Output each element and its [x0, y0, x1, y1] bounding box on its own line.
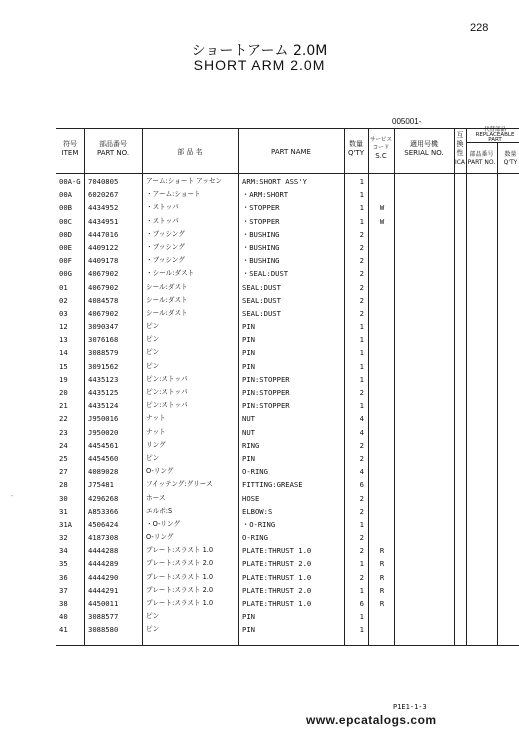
part-name-jp-cell: ピン: [146, 625, 160, 634]
table-row: [56, 188, 519, 201]
qty-cell: 2: [359, 493, 364, 503]
qty-cell: 1: [359, 203, 364, 213]
part-name-cell: ・BUSHING: [242, 256, 280, 266]
table-row: [56, 610, 519, 623]
part-no-cell: 4409122: [88, 242, 119, 252]
part-name-jp-cell: プレート:スラスト 1.0: [146, 546, 214, 555]
part-name-jp-cell: ピン:ストッパ: [146, 388, 188, 396]
table-row: [56, 386, 519, 399]
header-serial: [394, 140, 454, 158]
part-no-cell: 4089028: [88, 467, 119, 477]
item-cell: 30: [59, 493, 68, 503]
item-cell: 22: [59, 414, 68, 424]
part-no-cell: 4434951: [88, 216, 119, 226]
header-item: [56, 140, 84, 158]
part-name-jp-cell: シール:ダスト: [146, 282, 188, 291]
service-code-cell: W: [379, 203, 385, 213]
item-cell: 00C: [59, 216, 72, 226]
part-no-cell: 4067902: [88, 269, 119, 279]
item-cell: 35: [59, 559, 68, 569]
part-no-cell: 4067902: [88, 308, 119, 318]
part-name-jp-cell: ピン: [146, 612, 160, 621]
service-code-cell: R: [379, 572, 385, 582]
part-name-cell: ・BUSHING: [242, 242, 280, 252]
header-repl-qty-jp: 数量: [504, 151, 517, 158]
header-serial-jp: 適用号機: [410, 140, 438, 148]
part-name-jp-cell: ピン:ストッパ: [146, 374, 188, 383]
page-number: 228: [470, 22, 489, 34]
qty-cell: 1: [359, 559, 364, 569]
part-name-cell: PIN:STOPPER: [242, 374, 290, 384]
table-row: [56, 241, 519, 254]
header-serial-en: SERIAL NO.: [404, 149, 444, 157]
item-cell: 31: [59, 506, 68, 516]
table-row: [56, 571, 519, 584]
item-cell: 00F: [59, 256, 72, 266]
part-no-cell: 4434952: [88, 203, 119, 213]
header-ica-jp3: 性: [456, 149, 464, 157]
table-row: [56, 373, 519, 386]
table-row: [56, 346, 519, 359]
table-row: [56, 399, 519, 412]
table-row: [56, 465, 519, 478]
table-row: [56, 426, 519, 439]
header-name-jp-text: 部 品 名: [177, 148, 203, 156]
item-cell: 23: [59, 427, 68, 437]
qty-cell: 2: [359, 256, 364, 266]
item-cell: 14: [59, 348, 68, 358]
part-name-jp-cell: ピン: [146, 322, 160, 331]
part-name-cell: PIN: [242, 453, 255, 463]
part-no-cell: 4084578: [88, 295, 119, 305]
header-part-no: [84, 140, 142, 158]
part-name-cell: ・ARM:SHORT: [242, 190, 289, 200]
item-cell: 32: [59, 533, 68, 543]
qty-cell: 1: [359, 177, 364, 186]
qty-cell: 2: [359, 572, 364, 582]
serial-range-note: 005001-: [392, 117, 422, 126]
header-replaceable: [466, 128, 519, 143]
part-name-jp-cell: ピン: [146, 348, 160, 357]
part-no-cell: A853366: [88, 506, 119, 516]
part-no-cell: 3088579: [88, 348, 119, 358]
part-name-jp-cell: ・シール:ダスト: [146, 269, 195, 278]
table-row: [56, 333, 519, 346]
part-name-jp-cell: ナット: [146, 427, 166, 436]
table-body: [56, 175, 519, 637]
header-name-en-text: PART NAME: [271, 148, 311, 156]
qty-cell: 2: [359, 229, 364, 239]
part-name-cell: PIN: [242, 361, 255, 371]
part-name-cell: PLATE:THRUST 1.0: [242, 572, 312, 582]
part-no-cell: 6020267: [88, 190, 119, 200]
part-name-cell: ・O-RING: [242, 519, 276, 529]
table-row: [56, 505, 519, 518]
qty-cell: 2: [359, 533, 364, 543]
part-no-cell: 7040805: [88, 177, 119, 186]
qty-cell: 2: [359, 388, 364, 397]
item-cell: 00A: [59, 190, 72, 200]
part-name-cell: PLATE:THRUST 2.0: [242, 585, 312, 595]
qty-cell: 1: [359, 322, 364, 332]
qty-cell: 4: [359, 467, 364, 477]
part-name-jp-cell: O-リング: [146, 467, 174, 476]
part-no-cell: 4067902: [88, 282, 119, 292]
part-name-jp-cell: シール:ダスト: [146, 295, 188, 304]
footer-page-code: P1E1-1-3: [393, 703, 427, 711]
header-name-en: [238, 148, 344, 157]
item-cell: 20: [59, 388, 68, 397]
header-ica-en: ICA: [454, 159, 466, 166]
part-name-cell: RING: [242, 440, 260, 450]
table-row: [56, 320, 519, 333]
part-no-cell: J75481: [88, 480, 114, 490]
part-no-cell: 3091562: [88, 361, 119, 371]
part-no-cell: J950016: [88, 414, 119, 424]
header-item-jp: 符号: [63, 140, 77, 148]
qty-cell: 2: [359, 282, 364, 292]
service-code-cell: R: [379, 599, 385, 608]
header-repl-en2: PART: [488, 137, 502, 143]
header-repl-part-en: PART NO.: [467, 159, 496, 166]
item-cell: 01: [59, 282, 68, 292]
table-row: [56, 544, 519, 557]
header-service-code: [368, 136, 394, 160]
qty-cell: 6: [359, 599, 364, 608]
part-name-jp-cell: フイッテング:グリース: [146, 480, 213, 489]
item-cell: 21: [59, 401, 68, 411]
service-code-cell: R: [379, 559, 385, 569]
table-row: [56, 360, 519, 373]
part-no-cell: 4444288: [88, 546, 119, 556]
item-cell: 15: [59, 361, 68, 371]
part-name-cell: FITTING:GREASE: [242, 480, 303, 490]
qty-cell: 4: [359, 414, 364, 424]
item-cell: 00E: [59, 242, 72, 252]
part-no-cell: 4435123: [88, 374, 119, 384]
part-no-cell: 4435124: [88, 401, 119, 411]
qty-cell: 1: [359, 519, 364, 529]
qty-cell: 2: [359, 546, 364, 556]
part-name-cell: O-RING: [242, 467, 268, 477]
qty-cell: 4: [359, 427, 364, 437]
part-no-cell: 4444290: [88, 572, 119, 582]
table-row: [56, 228, 519, 241]
part-name-cell: NUT: [242, 427, 255, 437]
table-bottom-rule: [56, 645, 519, 646]
part-name-jp-cell: プレート:スラスト 2.0: [146, 585, 214, 594]
item-cell: 19: [59, 374, 68, 384]
item-cell: 28: [59, 480, 68, 490]
table-row: [56, 294, 519, 307]
item-cell: 00B: [59, 203, 72, 213]
header-repl-qty-en: Q'TY: [503, 159, 518, 166]
header-name-jp: [142, 148, 238, 157]
part-no-cell: 4444289: [88, 559, 119, 569]
qty-cell: 2: [359, 242, 364, 252]
item-cell: 38: [59, 599, 68, 608]
qty-cell: 1: [359, 374, 364, 384]
header-repl-en1: REPLACEABLE: [475, 132, 515, 138]
qty-cell: 2: [359, 269, 364, 279]
item-cell: 41: [59, 625, 68, 635]
item-cell: 12: [59, 322, 68, 332]
header-part-jp: 部品番号: [99, 140, 127, 148]
part-no-cell: 4435125: [88, 388, 119, 397]
part-name-cell: PLATE:THRUST 1.0: [242, 599, 312, 608]
part-no-cell: 4447016: [88, 229, 119, 239]
part-name-cell: PLATE:THRUST 2.0: [242, 559, 312, 569]
header-repl-part: [466, 151, 497, 167]
part-no-cell: 3090347: [88, 322, 119, 332]
table-row: [56, 307, 519, 320]
header-repl-part-jp: 部品番号: [469, 151, 494, 158]
part-name-cell: O-RING: [242, 533, 268, 543]
part-name-cell: PIN: [242, 625, 255, 635]
qty-cell: 1: [359, 585, 364, 595]
service-code-cell: R: [379, 585, 385, 595]
part-no-cell: 3076168: [88, 335, 119, 345]
table-row: [56, 215, 519, 228]
table-row: [56, 597, 519, 610]
part-name-cell: ELBOW:S: [242, 506, 273, 516]
header-ica-jp1: 互: [456, 131, 464, 139]
part-name-jp-cell: プレート:スラスト 1.0: [146, 599, 214, 607]
service-code-cell: R: [379, 546, 385, 556]
part-no-cell: 4444291: [88, 585, 119, 595]
part-name-cell: SEAL:DUST: [242, 295, 281, 305]
qty-cell: 1: [359, 612, 364, 622]
item-cell: 00G: [59, 269, 72, 279]
part-name-jp-cell: ・ストッパ: [146, 203, 179, 212]
item-cell: 37: [59, 585, 68, 595]
qty-cell: 1: [359, 361, 364, 371]
part-name-cell: PIN: [242, 322, 255, 332]
header-sc-jp1: サービス: [369, 137, 392, 143]
item-cell: 40: [59, 612, 68, 622]
item-cell: 25: [59, 453, 68, 463]
part-name-jp-cell: ・ブッシング: [146, 256, 185, 265]
part-no-cell: J950020: [88, 427, 119, 437]
part-name-jp-cell: ピン: [146, 453, 160, 462]
page-title-japanese: ショートアーム 2.0M: [191, 43, 328, 59]
item-cell: 13: [59, 335, 68, 345]
qty-cell: 2: [359, 308, 364, 318]
table-row: [56, 557, 519, 570]
part-no-cell: 4506424: [88, 519, 119, 529]
header-repl-qty: [497, 151, 519, 167]
part-name-jp-cell: ホース: [146, 493, 166, 502]
part-name-cell: SEAL:DUST: [242, 282, 281, 292]
part-name-cell: PLATE:THRUST 1.0: [242, 546, 312, 556]
part-name-jp-cell: ・ブッシング: [146, 242, 185, 251]
page-title: SHORT ARM 2.0M: [193, 57, 326, 73]
part-name-cell: HOSE: [242, 493, 260, 503]
part-name-cell: PIN:STOPPER: [242, 401, 290, 411]
header-part-en: PART NO.: [96, 149, 130, 157]
table-row: [56, 623, 519, 636]
table-row: [56, 531, 519, 544]
table-row: [56, 452, 519, 465]
part-name-jp-cell: ピン: [146, 335, 160, 344]
item-cell: 03: [59, 308, 68, 318]
part-name-jp-cell: シール:ダスト: [146, 308, 188, 317]
header-qty-jp: 数量: [349, 140, 363, 148]
part-name-jp-cell: リング: [146, 440, 166, 449]
header-sc-jp2: コード: [372, 145, 390, 151]
part-no-cell: 3088580: [88, 625, 119, 635]
part-name-jp-cell: アーム:ショート アッセン: [146, 177, 223, 185]
table-row: [56, 584, 519, 597]
qty-cell: 2: [359, 440, 364, 450]
part-name-cell: NUT: [242, 414, 255, 424]
table-row: [56, 267, 519, 280]
header-qty-en: Q'TY: [348, 149, 364, 157]
part-name-jp-cell: ・ストッパ: [146, 216, 179, 225]
part-name-cell: PIN: [242, 612, 255, 622]
item-cell: 27: [59, 467, 68, 477]
item-cell: 31A: [59, 519, 72, 529]
header-ica-jp2: 換: [456, 140, 464, 148]
part-name-cell: SEAL:DUST: [242, 308, 281, 318]
part-name-jp-cell: エルボ:S: [146, 506, 173, 515]
header-qty: [344, 140, 368, 158]
part-name-cell: PIN: [242, 335, 255, 345]
table-row: [56, 518, 519, 531]
header-bottom-rule: [56, 173, 519, 174]
part-name-cell: PIN:STOPPER: [242, 388, 290, 397]
part-name-jp-cell: ・O-リング: [146, 519, 180, 528]
part-name-jp-cell: ピン:ストッパ: [146, 401, 188, 410]
part-name-jp-cell: O-リング: [146, 533, 174, 542]
part-no-cell: 4296268: [88, 493, 119, 503]
qty-cell: 2: [359, 295, 364, 305]
part-no-cell: 3088577: [88, 612, 119, 622]
table-top-rule: [56, 128, 519, 129]
qty-cell: 1: [359, 190, 364, 200]
part-no-cell: 4454560: [88, 453, 119, 463]
part-name-cell: ・SEAL:DUST: [242, 269, 289, 279]
table-row: [56, 412, 519, 425]
table-row: [56, 175, 519, 188]
item-cell: 24: [59, 440, 68, 450]
table-row: [56, 201, 519, 214]
header-repl-jp: 代替部品: [483, 127, 506, 133]
item-cell: 00A-G: [59, 177, 81, 186]
part-name-jp-cell: ナット: [146, 414, 166, 423]
part-no-cell: 4450011: [88, 599, 119, 608]
table-row: [56, 439, 519, 452]
qty-cell: 1: [359, 216, 364, 226]
part-name-jp-cell: ピン: [146, 361, 160, 370]
table-row: [56, 281, 519, 294]
qty-cell: 2: [359, 506, 364, 516]
part-name-jp-cell: プレート:スラスト 1.0: [146, 572, 214, 581]
item-cell: 34: [59, 546, 68, 556]
header-ica: [454, 131, 466, 167]
header-sc-en: S.C: [375, 152, 387, 160]
part-name-cell: ・STOPPER: [242, 216, 280, 226]
part-name-jp-cell: プレート:スラスト 2.0: [146, 559, 214, 568]
part-no-cell: 4409178: [88, 256, 119, 266]
qty-cell: 1: [359, 348, 364, 358]
part-no-cell: 4454561: [88, 440, 119, 450]
margin-mark: -: [10, 492, 15, 500]
qty-cell: 2: [359, 453, 364, 463]
watermark-text: www.epcatalogs.com: [306, 713, 437, 727]
qty-cell: 1: [359, 401, 364, 411]
table-row: [56, 478, 519, 491]
part-no-cell: 4187308: [88, 533, 119, 543]
part-name-jp-cell: ・アーム:ショート: [146, 190, 201, 199]
qty-cell: 1: [359, 335, 364, 345]
qty-cell: 1: [359, 625, 364, 635]
table-row: [56, 492, 519, 505]
service-code-cell: W: [379, 216, 385, 226]
item-cell: 00D: [59, 229, 72, 239]
part-name-jp-cell: ・ブッシング: [146, 229, 185, 238]
part-name-cell: ・BUSHING: [242, 229, 280, 239]
header-item-en: ITEM: [61, 149, 79, 157]
part-name-cell: PIN: [242, 348, 255, 358]
item-cell: 02: [59, 295, 68, 305]
part-name-cell: ARM:SHORT ASS'Y: [242, 177, 307, 186]
table-row: [56, 254, 519, 267]
item-cell: 36: [59, 572, 68, 582]
qty-cell: 6: [359, 480, 364, 490]
part-name-cell: ・STOPPER: [242, 203, 280, 213]
